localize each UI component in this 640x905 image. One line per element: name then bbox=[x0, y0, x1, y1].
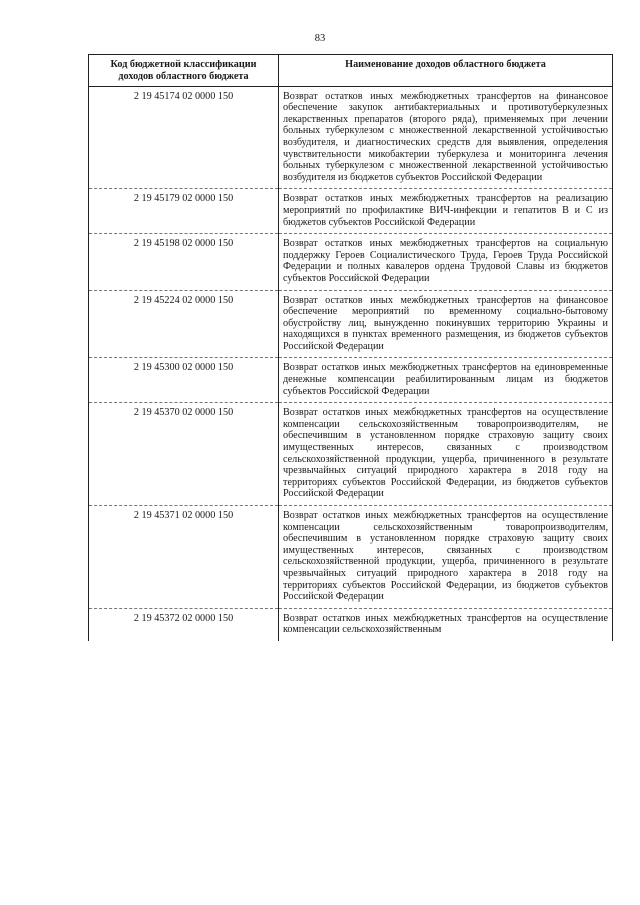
table-header-row bbox=[89, 55, 613, 87]
classification-code: 2 19 45224 02 0000 150 bbox=[89, 290, 279, 358]
revenue-name: Возврат остатков иных межбюджетных трансфертов на осуществление компенсации сельскохозяйственным bbox=[279, 608, 613, 641]
classification-code: 2 19 45179 02 0000 150 bbox=[89, 189, 279, 234]
budget-revenue-table bbox=[88, 54, 613, 641]
revenue-name: Возврат остатков иных межбюджетных трансфертов на финансовое обеспечение закупок антибактериальных и противотуберкулезных лекарственных препаратов (второго ряда), применяемых при лечении больных туберкулезом с множественной лекарственной устойчивостью возбудителя, и диагностических средств для выявления, определения чувствительности микобактерии туберкулеза и мониторинга лечения больных туберкулезом с множественной лекарственной устойчивостью возбудителя из бюджетов субъектов Российской Федерации bbox=[279, 86, 613, 189]
column-header-code: Код бюджетной классификации доходов областного бюджета bbox=[89, 55, 279, 87]
table-row bbox=[89, 506, 613, 609]
classification-code: 2 19 45300 02 0000 150 bbox=[89, 358, 279, 403]
revenue-name: Возврат остатков иных межбюджетных трансфертов на единовременные денежные компенсации реабилитированным лицам из бюджетов субъектов Российской Федерации bbox=[279, 358, 613, 403]
classification-code: 2 19 45198 02 0000 150 bbox=[89, 234, 279, 290]
table-row bbox=[89, 290, 613, 358]
classification-code: 2 19 45174 02 0000 150 bbox=[89, 86, 279, 189]
table-row bbox=[89, 86, 613, 189]
revenue-name: Возврат остатков иных межбюджетных трансфертов на осуществление компенсации сельскохозяйственным товаропроизводителям, не обеспечившим в установленном порядке страховую защиту своих имущественных интересов, связанных с производством сельскохозяйственной продукции, ущерба, причиненного в результате чрезвычайных ситуаций природного характера в 2018 году на территориях субъектов Российской Федерации, из бюджетов субъектов Российской Федерации bbox=[279, 403, 613, 506]
revenue-name: Возврат остатков иных межбюджетных трансфертов на финансовое обеспечение мероприятий по временному социально-бытовому обустройству лиц, вынужденно покинувших территорию Украины и находящихся в пунктах временного размещения, из бюджетов субъектов Российской Федерации bbox=[279, 290, 613, 358]
table-row bbox=[89, 608, 613, 641]
table-row bbox=[89, 358, 613, 403]
revenue-name: Возврат остатков иных межбюджетных трансфертов на осуществление компенсации сельскохозяйственным товаропроизводителям, обеспечившим в установленном порядке страховую защиту своих имущественных интересов, связанных с производством сельскохозяйственной продукции, ущерба, причиненного в результате чрезвычайных ситуаций природного характера в 2018 году на территориях субъектов Российской Федерации, из бюджетов субъектов Российской Федерации bbox=[279, 506, 613, 609]
classification-code: 2 19 45371 02 0000 150 bbox=[89, 506, 279, 609]
table-row bbox=[89, 189, 613, 234]
revenue-name: Возврат остатков иных межбюджетных трансфертов на реализацию мероприятий по профилактике ВИЧ-инфекции и гепатитов В и С из бюджетов субъектов Российской Федерации bbox=[279, 189, 613, 234]
classification-code: 2 19 45372 02 0000 150 bbox=[89, 608, 279, 641]
table-row bbox=[89, 403, 613, 506]
classification-code: 2 19 45370 02 0000 150 bbox=[89, 403, 279, 506]
table-row bbox=[89, 234, 613, 290]
column-header-name: Наименование доходов областного бюджета bbox=[279, 55, 613, 87]
page-number: 83 bbox=[314, 33, 326, 44]
revenue-name: Возврат остатков иных межбюджетных трансфертов на социальную поддержку Героев Социалистического Труда, Героев Труда Российской Федерации и полных кавалеров ордена Трудовой Славы из бюджетов субъектов Российской Федерации bbox=[279, 234, 613, 290]
